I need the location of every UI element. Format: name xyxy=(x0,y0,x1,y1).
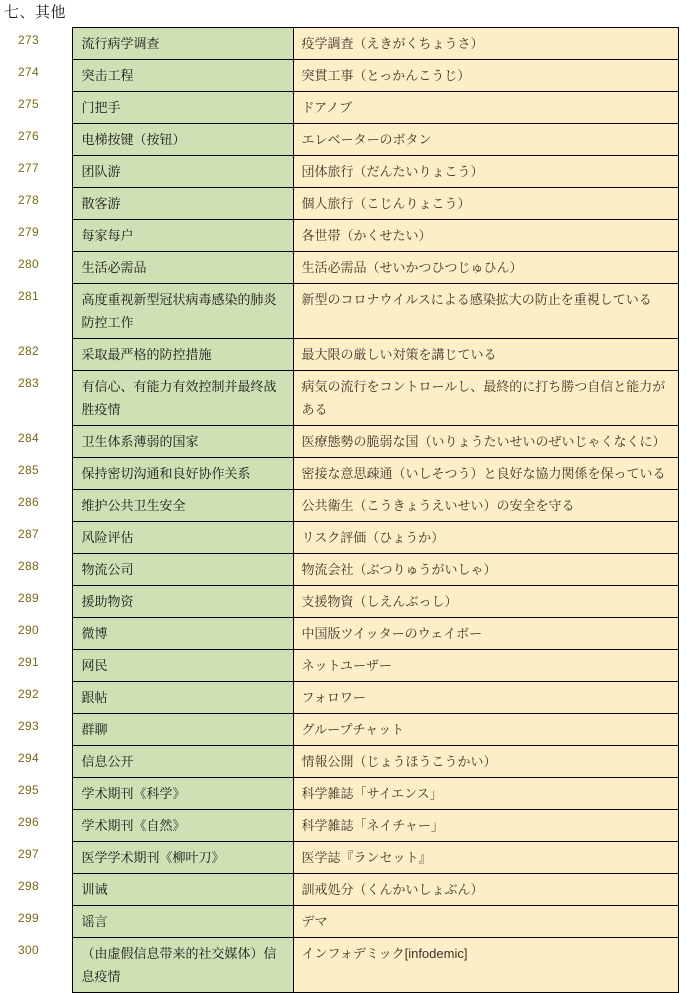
chinese-term-cell xyxy=(72,746,293,778)
japanese-translation-text: デマ xyxy=(301,914,328,929)
row-number: 283 xyxy=(0,371,72,426)
chinese-term-cell xyxy=(72,618,293,650)
table-row xyxy=(0,92,678,124)
japanese-translation-cell xyxy=(293,60,678,92)
chinese-term-cell xyxy=(72,586,293,618)
row-number: 277 xyxy=(0,156,72,188)
table-row xyxy=(0,682,678,714)
japanese-translation-cell xyxy=(293,92,678,124)
japanese-translation-cell xyxy=(293,490,678,522)
chinese-term-text: 医学学术期刊《柳叶刀》 xyxy=(81,850,225,865)
table-row xyxy=(0,188,678,220)
japanese-translation-cell xyxy=(293,874,678,906)
table-row xyxy=(0,522,678,554)
chinese-term-cell xyxy=(72,714,293,746)
japanese-translation-cell xyxy=(293,778,678,810)
chinese-term-text: 有信心、有能力有效控制并最终战胜疫情 xyxy=(81,379,277,417)
japanese-translation-text: 個人旅行（こじんりょこう） xyxy=(301,196,471,211)
row-number: 281 xyxy=(0,284,72,339)
row-number: 289 xyxy=(0,586,72,618)
japanese-translation-text: 密接な意思疎通（いしそつう）と良好な協力関係を保っている xyxy=(301,466,666,481)
row-number: 298 xyxy=(0,874,72,906)
table-row xyxy=(0,778,678,810)
japanese-translation-text: 団体旅行（だんたいりょこう） xyxy=(301,164,484,179)
chinese-term-cell xyxy=(72,522,293,554)
chinese-term-cell xyxy=(72,458,293,490)
row-number: 280 xyxy=(0,252,72,284)
japanese-translation-text: 病気の流行をコントロールし、最終的に打ち勝つ自信と能力がある xyxy=(301,379,666,417)
vocabulary-table xyxy=(0,27,679,993)
table-row xyxy=(0,426,678,458)
table-row xyxy=(0,714,678,746)
japanese-translation-text: 突貫工事（とっかんこうじ） xyxy=(301,68,471,83)
japanese-translation-text: 物流会社（ぶつりゅうがいしゃ） xyxy=(301,562,497,577)
table-row xyxy=(0,906,678,938)
chinese-term-text: 训诫 xyxy=(81,882,108,897)
chinese-term-text: 谣言 xyxy=(81,914,108,929)
chinese-term-cell xyxy=(72,842,293,874)
japanese-translation-text: 情報公開（じょうほうこうかい） xyxy=(301,754,497,769)
chinese-term-cell xyxy=(72,220,293,252)
japanese-translation-cell xyxy=(293,682,678,714)
japanese-translation-cell xyxy=(293,842,678,874)
row-number: 300 xyxy=(0,938,72,993)
japanese-translation-text: 疫学調査（えきがくちょうさ） xyxy=(301,36,484,51)
chinese-term-text: 突击工程 xyxy=(81,68,134,83)
japanese-translation-text: 新型のコロナウイルスによる感染拡大の防止を重視している xyxy=(301,292,652,307)
chinese-term-text: 生活必需品 xyxy=(81,260,147,275)
japanese-translation-cell xyxy=(293,618,678,650)
japanese-translation-cell xyxy=(293,938,678,993)
row-number: 296 xyxy=(0,810,72,842)
row-number: 297 xyxy=(0,842,72,874)
japanese-translation-cell xyxy=(293,156,678,188)
row-number: 291 xyxy=(0,650,72,682)
chinese-term-cell xyxy=(72,906,293,938)
japanese-translation-text: 中国版ツイッターのウェイボー xyxy=(301,626,483,641)
japanese-translation-cell xyxy=(293,906,678,938)
chinese-term-text: 维护公共卫生安全 xyxy=(81,498,186,513)
japanese-translation-cell xyxy=(293,586,678,618)
table-row xyxy=(0,156,678,188)
chinese-term-cell xyxy=(72,810,293,842)
chinese-term-cell xyxy=(72,778,293,810)
chinese-term-text: 风险评估 xyxy=(81,530,134,545)
chinese-term-cell xyxy=(72,339,293,371)
chinese-term-text: 群聊 xyxy=(81,722,108,737)
table-row xyxy=(0,938,678,993)
chinese-term-text: 保持密切沟通和良好协作关系 xyxy=(81,466,251,481)
japanese-translation-cell xyxy=(293,426,678,458)
japanese-translation-text: ドアノブ xyxy=(301,100,353,115)
table-row xyxy=(0,458,678,490)
chinese-term-cell xyxy=(72,650,293,682)
chinese-term-text: 跟帖 xyxy=(81,690,108,705)
row-number: 290 xyxy=(0,618,72,650)
japanese-translation-text: グループチャット xyxy=(301,722,405,737)
japanese-translation-cell xyxy=(293,188,678,220)
chinese-term-text: 网民 xyxy=(81,658,108,673)
chinese-term-text: 门把手 xyxy=(81,100,121,115)
chinese-term-text: 每家每户 xyxy=(81,228,134,243)
japanese-translation-text: 生活必需品（せいかつひつじゅひん） xyxy=(301,260,523,275)
chinese-term-text: 团队游 xyxy=(81,164,121,179)
japanese-translation-cell xyxy=(293,714,678,746)
chinese-term-text: 流行病学调查 xyxy=(81,36,160,51)
row-number: 273 xyxy=(0,28,72,60)
japanese-translation-text: 支援物資（しえんぶっし） xyxy=(301,594,458,609)
japanese-translation-cell xyxy=(293,220,678,252)
japanese-translation-cell xyxy=(293,252,678,284)
japanese-translation-cell xyxy=(293,650,678,682)
table-row xyxy=(0,554,678,586)
row-number: 276 xyxy=(0,124,72,156)
row-number: 279 xyxy=(0,220,72,252)
row-number: 274 xyxy=(0,60,72,92)
japanese-translation-cell xyxy=(293,810,678,842)
vocabulary-table-container xyxy=(0,27,686,993)
vocabulary-table-body xyxy=(0,28,678,993)
chinese-term-text: 电梯按键（按钮） xyxy=(81,132,186,147)
chinese-term-text: 散客游 xyxy=(81,196,121,211)
row-number: 292 xyxy=(0,682,72,714)
chinese-term-cell xyxy=(72,188,293,220)
chinese-term-text: 卫生体系薄弱的国家 xyxy=(81,434,199,449)
chinese-term-cell xyxy=(72,371,293,426)
japanese-translation-text: 医学誌『ランセット』 xyxy=(301,850,432,865)
japanese-translation-cell xyxy=(293,339,678,371)
chinese-term-cell xyxy=(72,284,293,339)
japanese-translation-text: 科学雑誌「サイエンス」 xyxy=(301,786,443,801)
japanese-translation-text: フォロワー xyxy=(301,690,366,705)
table-row xyxy=(0,220,678,252)
japanese-translation-cell xyxy=(293,124,678,156)
japanese-translation-text: インフォデミック[infodemic] xyxy=(301,946,468,961)
row-number: 278 xyxy=(0,188,72,220)
japanese-translation-text: 科学雑誌「ネイチャー」 xyxy=(301,818,444,833)
table-row xyxy=(0,650,678,682)
row-number: 294 xyxy=(0,746,72,778)
table-row xyxy=(0,842,678,874)
table-row xyxy=(0,618,678,650)
row-number: 299 xyxy=(0,906,72,938)
table-row xyxy=(0,252,678,284)
table-row xyxy=(0,810,678,842)
japanese-translation-text: 医療態勢の脆弱な国（いりょうたいせいのぜいじゃくなくに） xyxy=(301,434,666,449)
row-number: 275 xyxy=(0,92,72,124)
chinese-term-cell xyxy=(72,554,293,586)
japanese-translation-text: 各世帯（かくせたい） xyxy=(301,228,432,243)
row-number: 286 xyxy=(0,490,72,522)
chinese-term-text: 信息公开 xyxy=(81,754,134,769)
japanese-translation-cell xyxy=(293,554,678,586)
japanese-translation-text: エレベーターのボタン xyxy=(301,132,432,147)
table-row xyxy=(0,60,678,92)
chinese-term-cell xyxy=(72,490,293,522)
japanese-translation-text: 訓戒処分（くんかいしょぶん） xyxy=(301,882,484,897)
japanese-translation-text: 最大限の厳しい対策を講じている xyxy=(301,347,497,362)
chinese-term-text: 高度重视新型冠状病毒感染的肺炎防控工作 xyxy=(81,292,277,330)
chinese-term-cell xyxy=(72,92,293,124)
table-row xyxy=(0,124,678,156)
chinese-term-cell xyxy=(72,938,293,993)
table-row xyxy=(0,874,678,906)
japanese-translation-cell xyxy=(293,522,678,554)
chinese-term-cell xyxy=(72,874,293,906)
chinese-term-cell xyxy=(72,156,293,188)
table-row xyxy=(0,586,678,618)
japanese-translation-cell xyxy=(293,746,678,778)
row-number: 282 xyxy=(0,339,72,371)
section-heading: 七、其他 xyxy=(4,4,67,21)
japanese-translation-cell xyxy=(293,284,678,339)
japanese-translation-cell xyxy=(293,28,678,60)
chinese-term-text: （由虚假信息带来的社交媒体）信息疫情 xyxy=(81,946,277,984)
row-number: 285 xyxy=(0,458,72,490)
chinese-term-cell xyxy=(72,426,293,458)
table-row xyxy=(0,284,678,339)
table-row xyxy=(0,371,678,426)
chinese-term-cell xyxy=(72,60,293,92)
table-row xyxy=(0,746,678,778)
chinese-term-cell xyxy=(72,252,293,284)
chinese-term-text: 学术期刊《自然》 xyxy=(81,818,186,833)
row-number: 293 xyxy=(0,714,72,746)
table-row xyxy=(0,339,678,371)
chinese-term-text: 采取最严格的防控措施 xyxy=(81,347,212,362)
japanese-translation-text: リスク評価（ひょうか） xyxy=(301,530,445,545)
chinese-term-cell xyxy=(72,682,293,714)
row-number: 284 xyxy=(0,426,72,458)
chinese-term-cell xyxy=(72,28,293,60)
chinese-term-text: 学术期刊《科学》 xyxy=(81,786,186,801)
chinese-term-cell xyxy=(72,124,293,156)
chinese-term-text: 援助物资 xyxy=(81,594,134,609)
table-row xyxy=(0,28,678,60)
japanese-translation-cell xyxy=(293,371,678,426)
japanese-translation-text: 公共衛生（こうきょうえいせい）の安全を守る xyxy=(301,498,575,513)
row-number: 288 xyxy=(0,554,72,586)
row-number: 295 xyxy=(0,778,72,810)
table-row xyxy=(0,490,678,522)
row-number: 287 xyxy=(0,522,72,554)
japanese-translation-text: ネットユーザー xyxy=(301,658,392,673)
japanese-translation-cell xyxy=(293,458,678,490)
chinese-term-text: 微博 xyxy=(81,626,108,641)
chinese-term-text: 物流公司 xyxy=(81,562,134,577)
